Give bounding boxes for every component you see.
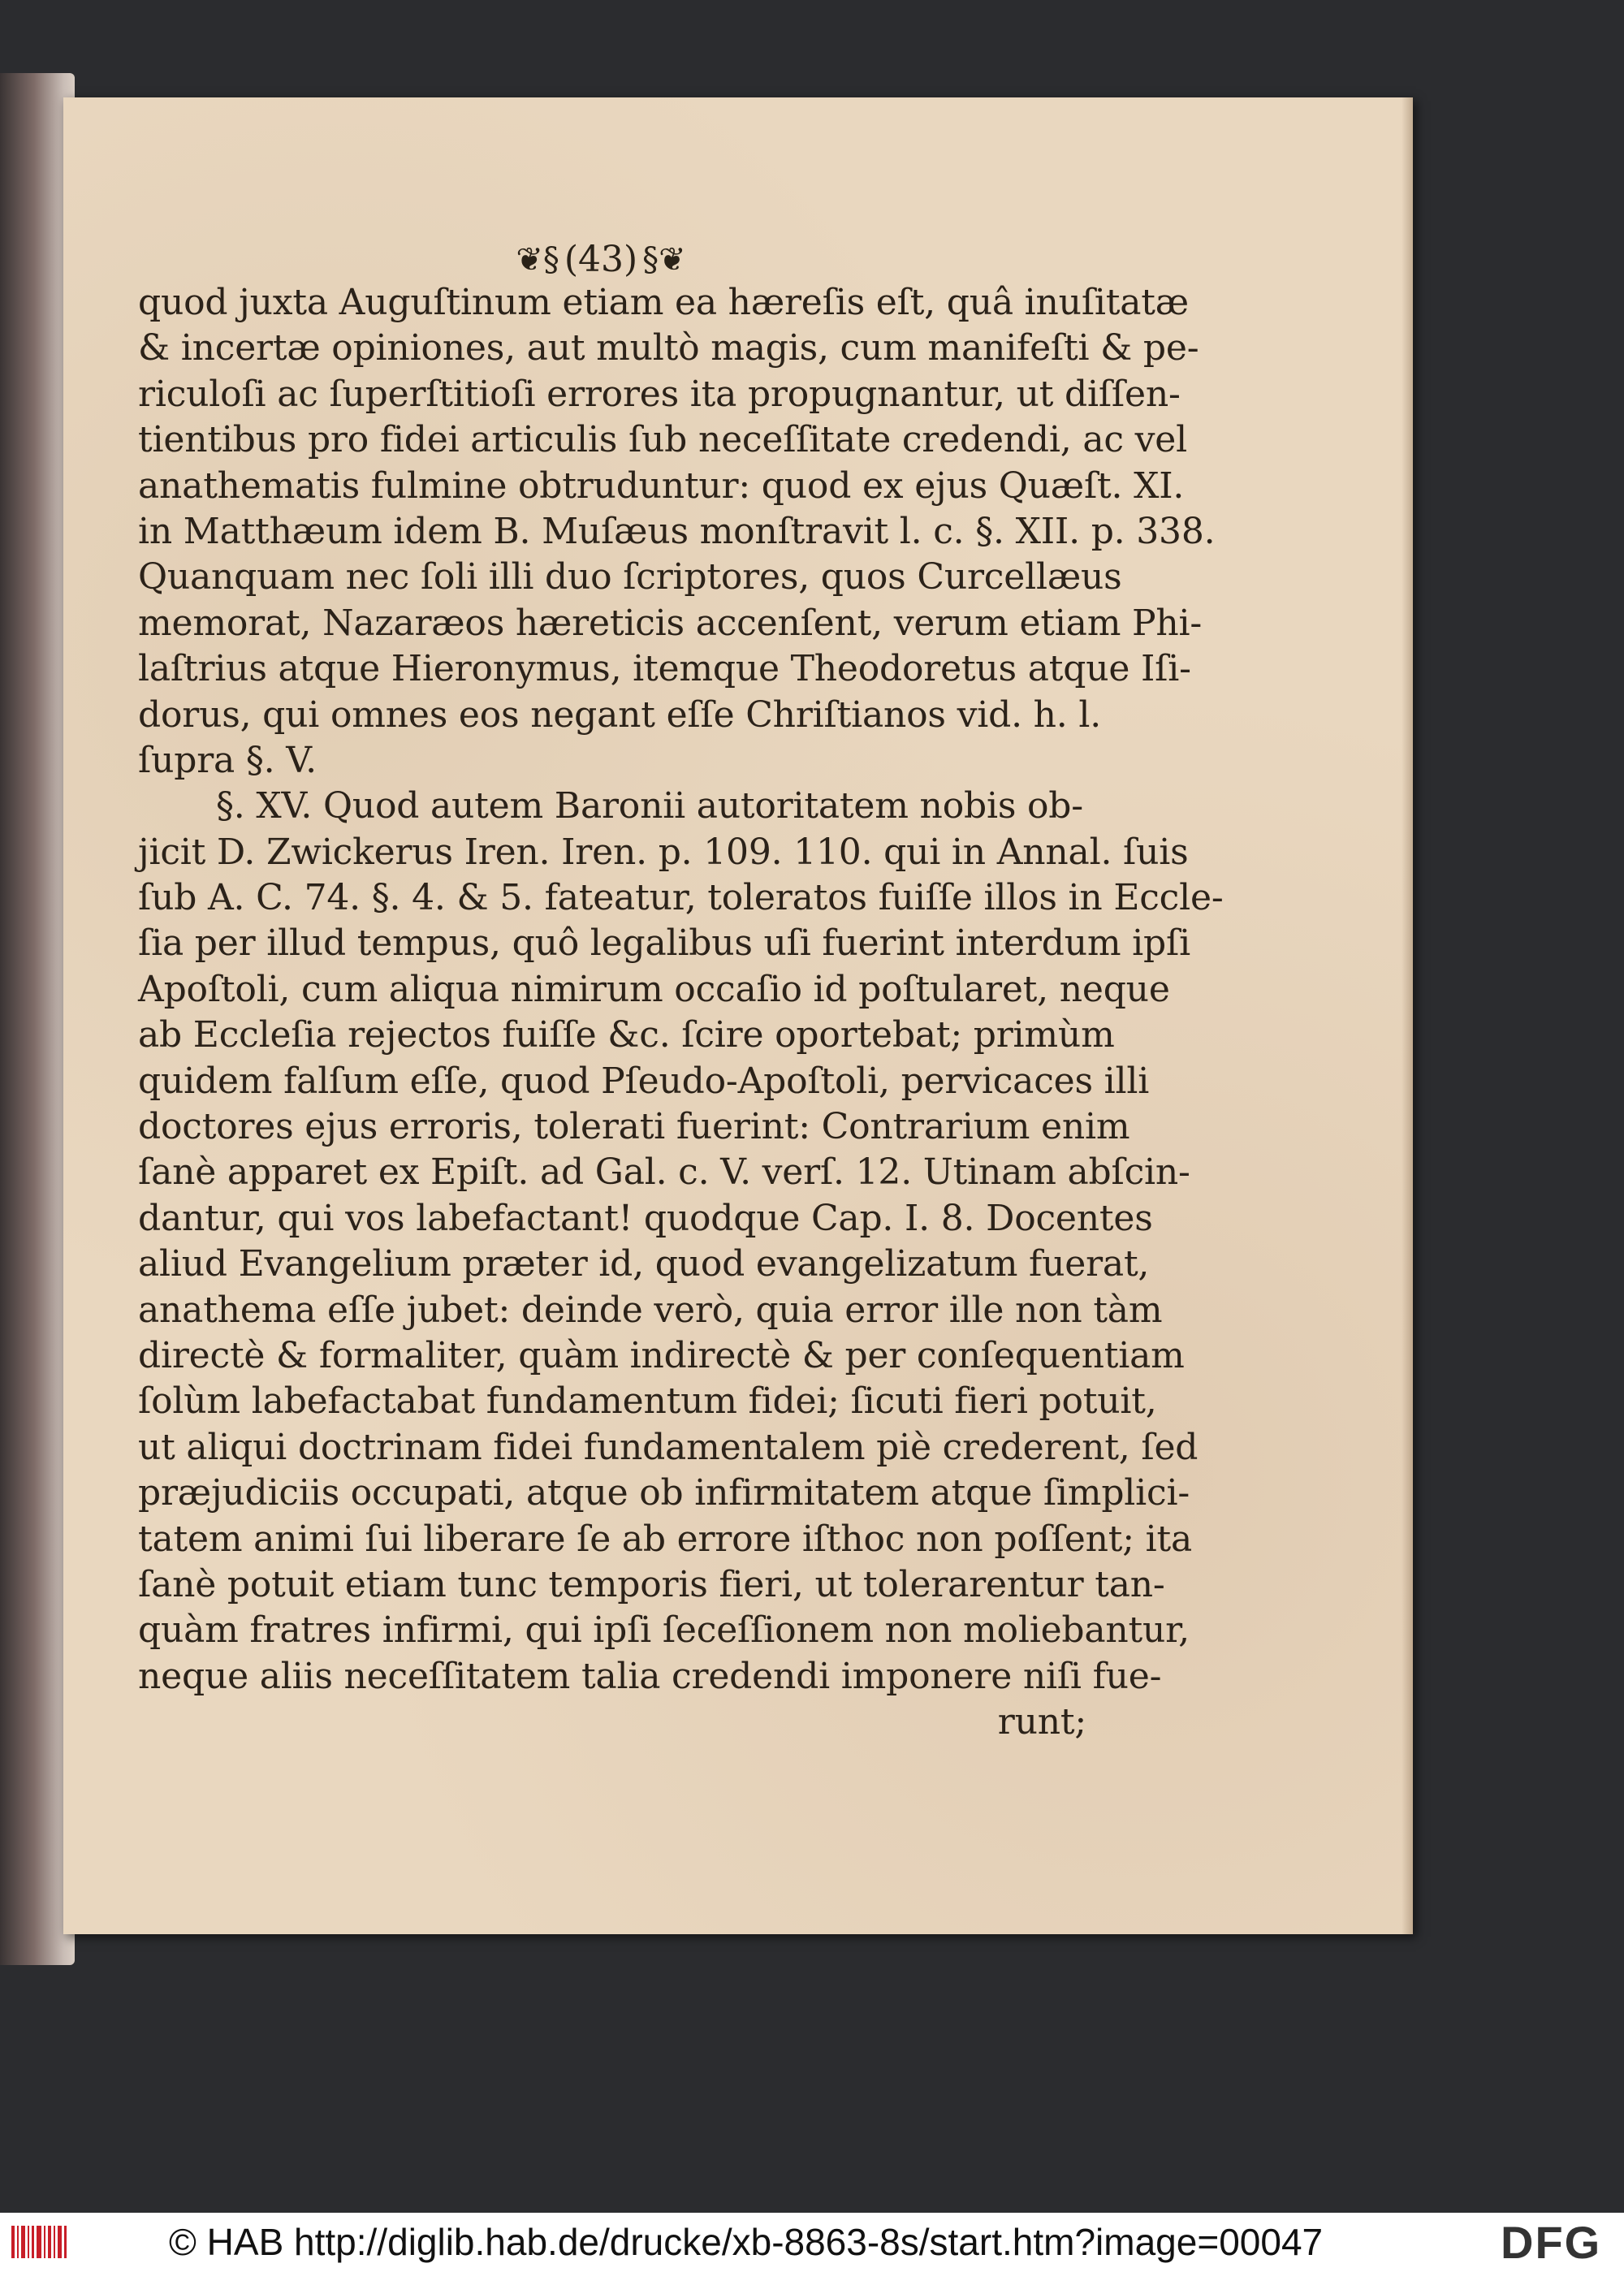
text-line: jicit D. Zwickerus Iren. Iren. p. 109. 110. qui in Annal. ſuis	[138, 831, 1189, 873]
text-line: ſanè potuit etiam tunc temporis fieri, ut tolerarentur tan-	[138, 1563, 1165, 1605]
text-line: riculoſi ac ſuperſtitioſi errores ita propugnantur, ut diſſen-	[138, 373, 1181, 415]
text-line: quàm fratres infirmi, qui ipſi ſeceſſionem non moliebantur,	[138, 1609, 1190, 1652]
text-line: neque aliis neceſſitatem talia credendi imponere niſi fue-	[138, 1655, 1162, 1697]
body-text	[138, 280, 1224, 1746]
page-header	[499, 235, 702, 284]
source-link[interactable]: © HAB http://diglib.hab.de/drucke/xb-8863-8s/start.htm?image=00047	[169, 2221, 1324, 2263]
barcode-icon	[11, 2226, 68, 2258]
text-line: laſtrius atque Hieronymus, itemque Theodoretus atque Iſi-	[138, 648, 1191, 690]
text-line: dantur, qui vos labefactant! quodque Cap. I. 8. Docentes	[138, 1197, 1153, 1239]
footer-bar	[0, 2213, 1624, 2272]
text-line: memorat, Nazaræos hæreticis accenſent, verum etiam Phi-	[138, 602, 1203, 644]
page-number: (43)	[564, 239, 638, 280]
catchword: runt;	[997, 1701, 1086, 1743]
text-line: directè & formaliter, quàm indirectè & per conſequentiam	[138, 1334, 1185, 1376]
dfg-logo: DFG	[1501, 2217, 1602, 2268]
text-line: anathema eſſe jubet: deinde verò, quia error ille non tàm	[138, 1289, 1163, 1331]
text-line: præjudiciis occupati, atque ob infirmitatem atque ſimplici-	[138, 1472, 1190, 1514]
text-line: dorus, qui omnes eos negant eſſe Chriſtianos vid. h. l.	[138, 693, 1102, 736]
text-line: anathematis fulmine obtruduntur: quod ex ejus Quæſt. XI.	[138, 464, 1185, 507]
ornament-left-icon: ❦§	[516, 241, 559, 279]
text-line: tatem animi ſui liberare ſe ab errore iſthoc non poſſent; ita	[138, 1518, 1193, 1560]
text-line: quidem falſum eſſe, quod Pſeudo-Apoſtoli, pervicaces illi	[138, 1060, 1150, 1102]
text-line: ſia per illud tempus, quô legalibus uſi fuerint interdum ipſi	[138, 922, 1190, 965]
text-line: Apoſtoli, cum aliqua nimirum occaſio id poſtularet, neque	[138, 968, 1170, 1010]
ornament-right-icon: §❦	[642, 241, 686, 279]
page-edge-shadow	[1402, 97, 1413, 1934]
text-line: ſanè apparet ex Epiſt. ad Gal. c. V. verſ. 12. Utinam abſcin-	[138, 1151, 1190, 1194]
text-line: aliud Evangelium præter id, quod evangelizatum fuerat,	[138, 1243, 1150, 1285]
text-line: Quanquam nec ſoli illi duo ſcriptores, quos Curcellæus	[138, 556, 1122, 598]
section-heading-line: §. XV. Quod autem Baronii autoritatem nobis ob-	[216, 785, 1083, 827]
text-line: doctores ejus erroris, tolerati fuerint: Contrarium enim	[138, 1106, 1130, 1148]
text-line: ſub A. C. 74. §. 4. & 5. fateatur, toleratos fuiſſe illos in Eccle-	[138, 877, 1224, 919]
text-line: & incertæ opiniones, aut multò magis, cum manifeſti & pe-	[138, 327, 1199, 369]
text-line: ut aliqui doctrinam fidei fundamentalem piè crederent, ſed	[138, 1426, 1199, 1468]
text-line: ab Eccleſia rejectos fuiſſe &c. ſcire oportebat; primùm	[138, 1014, 1115, 1056]
text-line: ſolùm labefactabat fundamentum fidei; ſicuti fieri potuit,	[138, 1380, 1157, 1423]
text-line: quod juxta Auguſtinum etiam ea hæreſis eſt, quâ inuſitatæ	[138, 282, 1189, 323]
text-line: tientibus pro fidei articulis ſub neceſſitate credendi, ac vel	[138, 419, 1187, 461]
text-line: ſupra §. V.	[138, 739, 317, 781]
text-line: in Matthæum idem B. Muſæus monſtravit l. c. §. XII. p. 338.	[138, 510, 1216, 552]
